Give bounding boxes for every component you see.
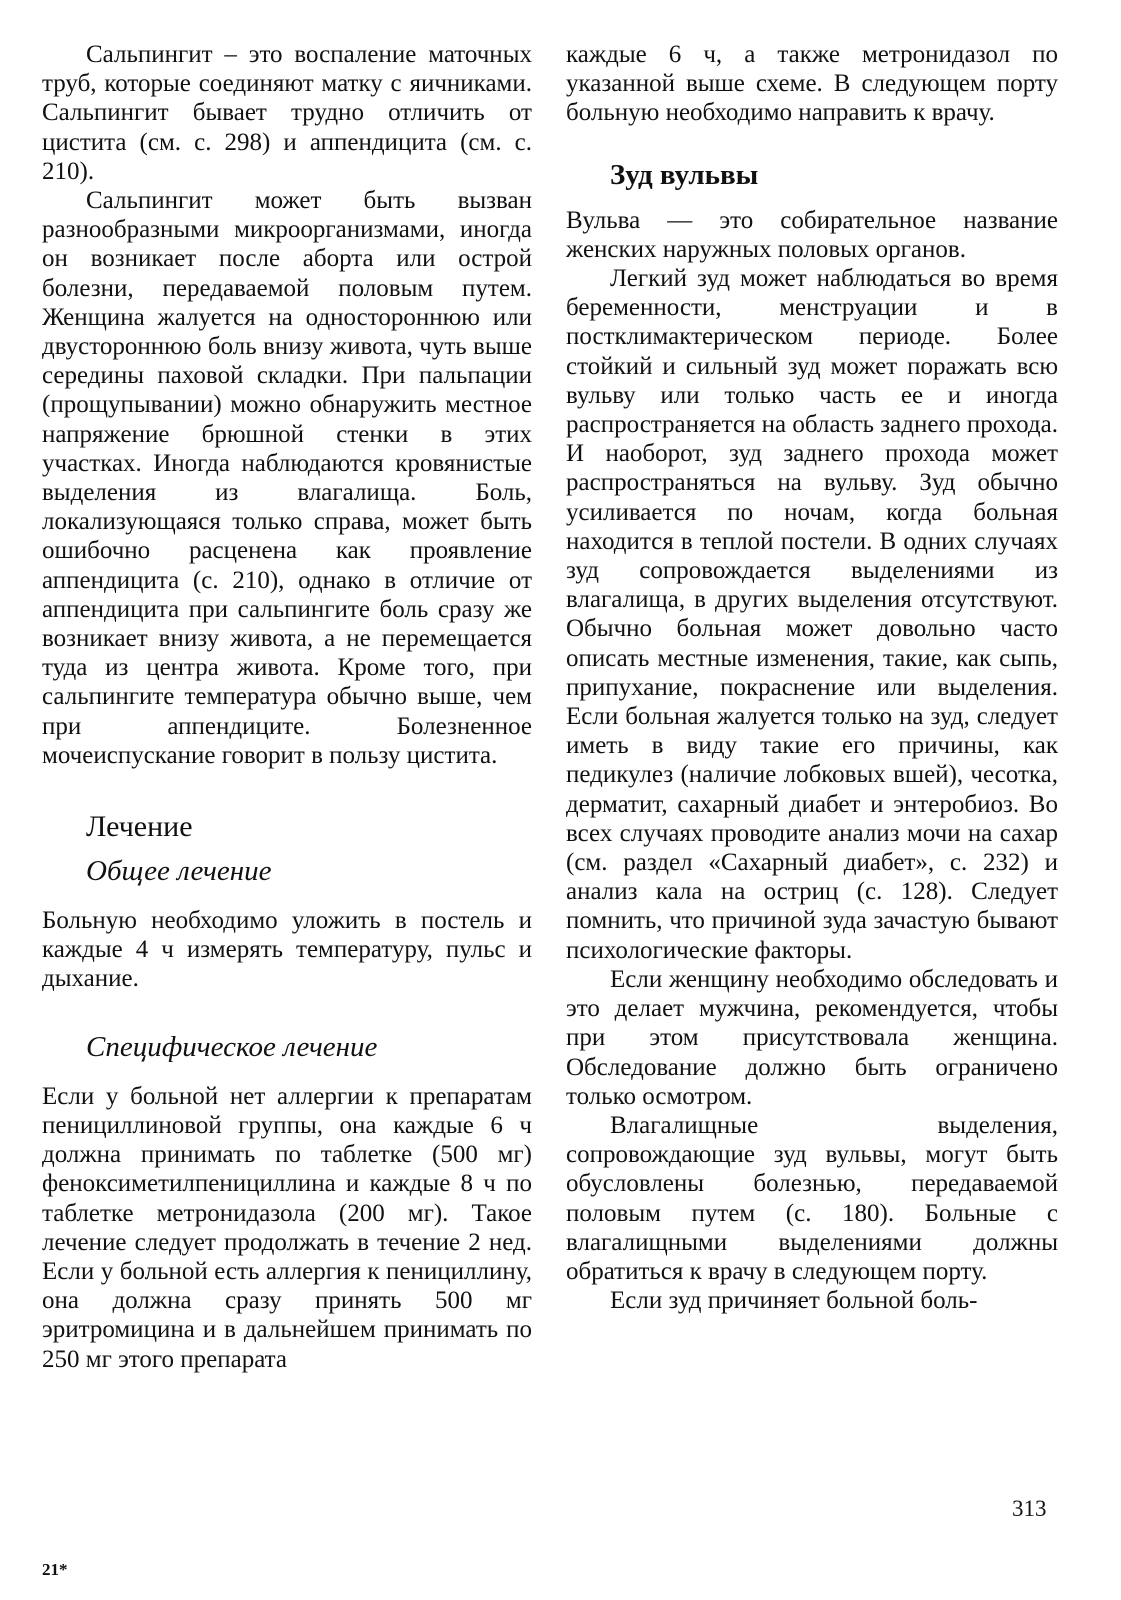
specific-treatment-heading: Специфическое лечение xyxy=(86,1030,378,1063)
vulva-itch-heading: Зуд вульвы xyxy=(610,158,759,191)
salpingitis-definition-paragraph: Сальпингит – это воспаление маточных труб, которые соединяют матку с яичниками. Сальпингит бывает трудно отличить от цистита (см. с. 298) и аппендицита (см. с. 210). xyxy=(42,41,532,185)
vulva-definition-paragraph: Вульва — это собирательное название женских наружных половых органов. xyxy=(566,206,1058,263)
left-column xyxy=(42,40,532,1374)
printer-signature: 21* xyxy=(42,1560,68,1579)
page-number: 313 xyxy=(1012,1496,1047,1521)
examination-paragraph: Если женщину необходимо обследовать и это делает мужчина, рекомендуется, чтобы при этом присутствовала женщина. Обследование должно быть ограничено только осмотром. xyxy=(566,965,1058,1110)
pain-paragraph: Если зуд причиняет больной боль- xyxy=(610,1287,978,1315)
itch-causes-paragraph: Легкий зуд может наблюдаться во время беременности, менструации и в постклимактерическом периоде. Более стойкий и сильный зуд может поражать всю вульву или только часть ее и иногда распространяется на область заднего прохода. И наоборот, зуд заднего прохода может распространяться на вульву. Зуд обычно усиливается по ночам, когда больная находится в теплой постели. В одних случаях зуд сопровождается выделениями из влагалища, в других выделения отсутствуют. Обычно больная может довольно часто описать местные изменения, такие, как сыпь, припухание, покраснение или выделения. Если больная жалуется только на зуд, следует иметь в виду такие его причины, как педикулез (наличие лобковых вшей), чесотка, дерматит, сахарный диабет и энтеробиоз. Во всех случаях проводите анализ мочи на сахар (см. раздел «Сахарный диабет», с. 232) и анализ кала на остриц (с. 128). Следует помнить, что причиной зуда зачастую бывают психологические факторы. xyxy=(566,265,1058,964)
salpingitis-causes-paragraph: Сальпингит может быть вызван разнообразными микроорганизмами, иногда он возникает после аборта или острой болезни, передаваемой половым путем. Женщина жалуется на одностороннюю или двустороннюю боль внизу живота, чуть выше середины паховой складки. При пальпации (прощупывании) можно обнаружить местное напряжение брюшной стенки в этих участках. Иногда наблюдаются кровянистые выделения из влагалища. Боль, локализующаяся только справа, может быть ошибочно расценена как проявление аппендицита (с. 210), однако в отличие от аппендицита при сальпингите боль сразу же возникает внизу живота, а не перемещается туда из центра живота. Кроме того, при сальпингите температура обычно выше, чем при аппендиците. Болезненное мочеиспускание говорит в пользу цистита. xyxy=(42,187,532,769)
treatment-heading: Лечение xyxy=(86,810,193,844)
general-treatment-heading: Общее лечение xyxy=(86,855,272,888)
right-column xyxy=(566,40,1058,1315)
general-treatment-paragraph: Больную необходимо уложить в постель и каждые 4 ч измерять температуру, пульс и дыхание. xyxy=(42,907,532,993)
continued-treatment-paragraph: каждые 6 ч, а также метронидазол по указанной выше схеме. В следующем порту больную необходимо направить к врачу. xyxy=(566,41,1058,127)
discharge-paragraph: Влагалищные выделения, сопровождающие зуд вульвы, могут быть обусловлены болезнью, передаваемой половым путем (с. 180). Больные с влагалищными выделениями должны обратиться к врачу в следующем порту. xyxy=(566,1111,1058,1285)
specific-treatment-paragraph: Если у больной нет аллергии к препаратам пенициллиновой группы, она каждые 6 ч должна принимать по таблетке (500 мг) феноксиметилпенициллина и каждые 8 ч по таблетке метронидазола (200 мг). Такое лечение следует продолжать в течение 2 нед. Если у больной есть аллергия к пенициллину, она должна сразу принять 500 мг эритромицина и в дальнейшем принимать по 250 мг этого препарата xyxy=(42,1082,532,1373)
